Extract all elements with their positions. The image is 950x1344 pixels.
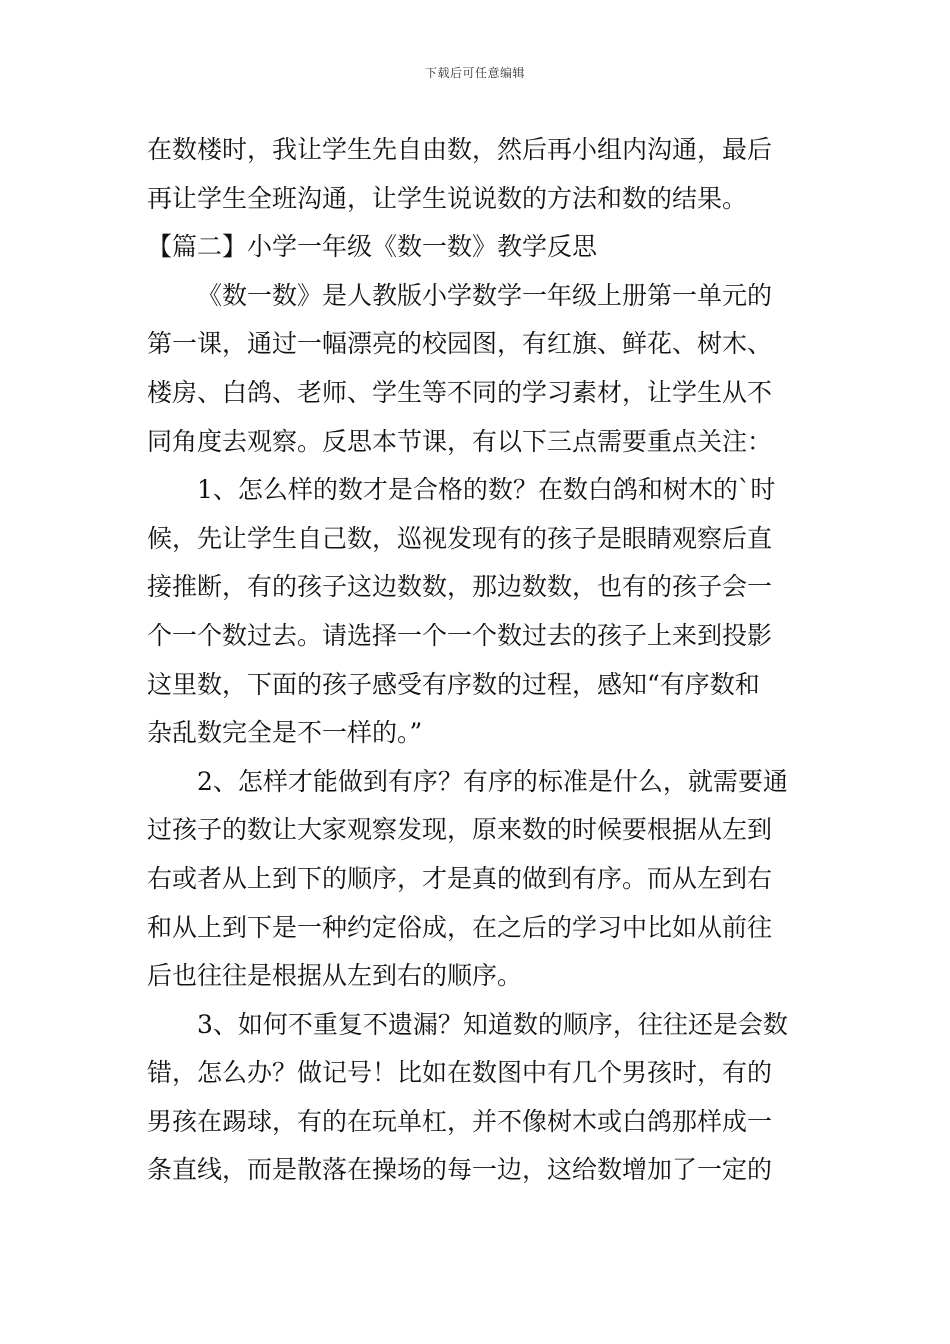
document-body [147, 126, 812, 1195]
text-line: 过孩子的数让大家观察发现，原来数的时候要根据从左到 [147, 815, 773, 845]
page-header: 下载后可任意编辑 [424, 66, 525, 80]
text-line: 和从上到下是一种约定俗成，在之后的学习中比如从前往 [147, 912, 773, 942]
text-line: 错，怎么办？做记号！比如在数图中有几个男孩时，有的 [147, 1058, 773, 1088]
text-line: 在数楼时，我让学生先自由数，然后再小组内沟通，最后 [147, 135, 773, 164]
text-line: 第一课，通过一幅漂亮的校园图，有红旗、鲜花、树木、 [147, 329, 773, 359]
text-line: 3、如何不重复不遗漏？知道数的顺序，往往还是会数 [197, 1009, 788, 1039]
text-line: 楼房、白鸽、老师、学生等不同的学习素材，让学生从不 [147, 377, 773, 407]
text-line: 右或者从上到下的顺序，才是真的做到有序。而从左到右 [147, 863, 773, 893]
text-line: 再让学生全班沟通，让学生说说数的方法和数的结果。 [147, 183, 748, 213]
text-line: 《数一数》是人教版小学数学一年级上册第一单元的 [197, 280, 773, 310]
text-line: 条直线，而是散落在操场的每一边，这给数增加了一定的 [147, 1155, 773, 1185]
text-line: 接推断，有的孩子这边数数，那边数数，也有的孩子会一 [147, 572, 773, 602]
text-line: 1、怎么样的数才是合格的数？在数白鸽和树木的`时 [197, 475, 776, 505]
text-line: 男孩在踢球，有的在玩单杠，并不像树木或白鸽那样成一 [147, 1106, 773, 1136]
text-line: 这里数，下面的孩子感受有序数的过程，感知“有序数和 [147, 669, 760, 699]
text-line: 同角度去观察。反思本节课，有以下三点需要重点关注： [147, 426, 773, 456]
text-line: 候，先让学生自己数，巡视发现有的孩子是眼睛观察后直 [147, 523, 773, 553]
text-line: 个一个数过去。请选择一个一个数过去的孩子上来到投影 [147, 620, 773, 650]
text-line: 杂乱数完全是不一样的。” [147, 718, 423, 748]
text-line: 后也往往是根据从左到右的顺序。 [147, 961, 523, 991]
text-line: 【篇二】小学一年级《数一数》教学反思 [147, 232, 598, 262]
text-line: 2、怎样才能做到有序？有序的标准是什么，就需要通 [197, 766, 788, 796]
